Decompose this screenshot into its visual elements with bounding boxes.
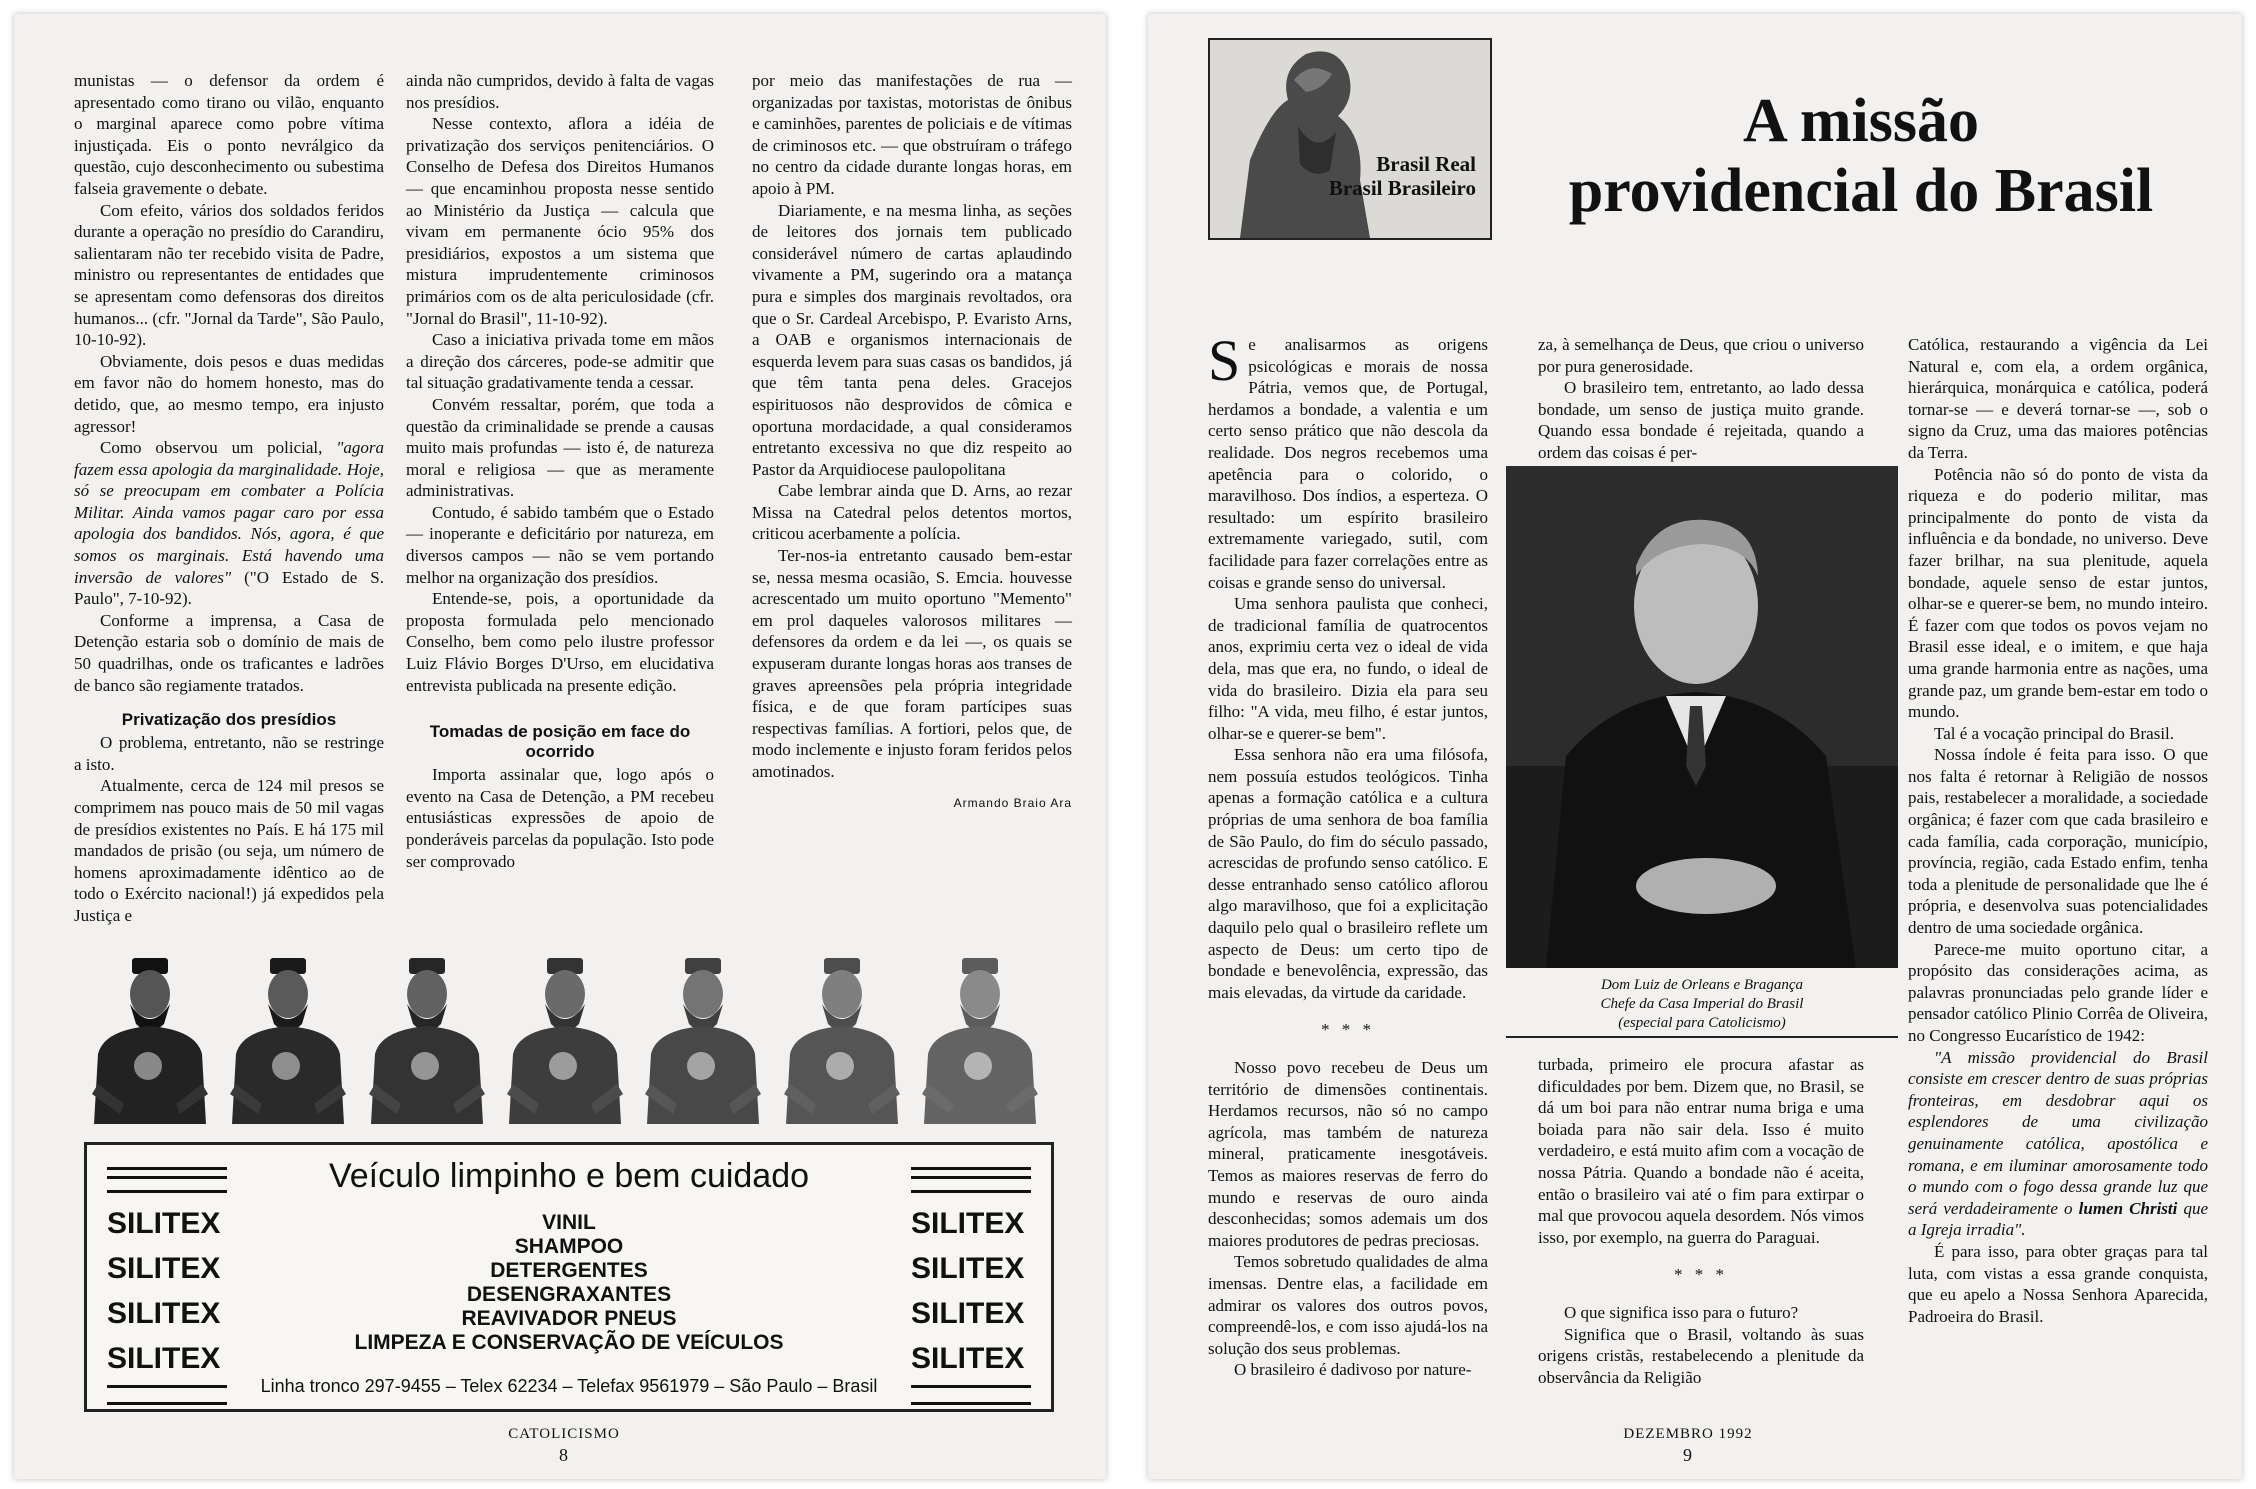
paragraph: O problema, entretanto, não se restringe a isto.: [74, 733, 384, 774]
paragraph: Atualmente, cerca de 124 mil presos se comprimem nas pouco mais de 50 mil vagas de presídios existentes no País. E há 175 mil mandados de prisão (ou seja, um número de homens aproximadamente idêntico ao de todo o Exército nacional!) já expedidos pela Justiça e: [74, 776, 384, 925]
section-label-line: Brasil Real: [1376, 152, 1476, 176]
paragraph: por meio das manifestações de rua — organizadas por taxistas, motoristas de ônibus e caminhões, parentes de policiais e de vítimas de criminosos etc. — que obstruíram o tráfego no centro da cidade durante longas horas, em apoio à PM.: [752, 71, 1072, 198]
section-label: [1329, 152, 1476, 200]
paragraph: Entende-se, pois, a oportunidade da proposta formulada pelo mencionado Conselho, bem como pelo ilustre professor Luiz Flávio Borges D'Urso, em elucidativa entrevista publicada na presente edição.: [406, 589, 714, 695]
police-quote: agora fazem essa apologia da marginalidade. Hoje, só se preocupam em combater a Polícia Militar. Ainda vamos pagar caro por essa apologia dos bandidos. Nós, agora, é que somos os marginais. Está havendo uma inversão de valores": [74, 438, 385, 587]
left-page: [14, 14, 1106, 1479]
product-item: DESENGRAXANTES: [466, 1283, 672, 1306]
paragraph: turbada, primeiro ele procura afastar as dificuldades por bem. Dizem que, no Brasil, se dá um boi para não entrar numa briga e uma boiada para não sair dela. Isso é muito verdadeiro, e está muito afim com a vocação de nossa Pátria. Quando a bondade não é aceita, então o brasileiro vai até o fim para extirpar o mal que provocou aquela desordem. Nós vimos isso, por exemplo, na guerra do Paraguai.: [1538, 1055, 1864, 1247]
article-title: [1508, 86, 2214, 226]
page-footer-left: [484, 1426, 644, 1466]
paragraph: munistas — o defensor da ordem é apresentado como tirano ou vilão, enquanto o marginal aparece como pobre vítima injustiçada. Eis o ponto nevrálgico da questão, cujo desconhecimento ou subestima falseia gravemente o debate.: [74, 71, 384, 198]
author-byline: Armando Braio Ara: [953, 795, 1072, 810]
paragraph: Diariamente, e na mesma linha, as seções de leitores dos jornais tem publicado considerável número de cartas aplaudindo vivamente a PM, sugerindo ora a matança pura e simples dos marginais revoltados, ora que o Sr. Cardeal Arcebispo, P. Evaristo Arns, a OAB e organismos internacionais de esquerda levem para suas casas os bandidos, já que têm tanta pena deles. Gracejos espirituosos não desprovidos de cômica e oportuna mordacidade, a qual consideramos entretanto excessiva no que diz respeito ao Pastor da Arquidiocese paulopolitana: [752, 200, 1072, 479]
ad-product-list: [277, 1211, 861, 1355]
brand-rule: [107, 1167, 227, 1193]
paragraph: Ter-nos-ia entretanto causado bem-estar se, nessa mesma ocasião, S. Emcia. houvesse acrescentado um muito oportuno "Memento" em prol daqueles valorosos militares — defensores da ordem e da lei —, os quais se expuseram durante longas horas aos transes de graves apreensões pela própria integridade física, e de que foram partícipes suas respectivas famílias. A fortiori, pelos que, de modo inclemente e injusto foram feridos pelos amotinados.: [752, 546, 1072, 781]
paragraph: Nossa índole é feita para isso. O que nos falta é retornar à Religião de nossos pais, restabelecer a moralidade, a sociedade orgânica; é fazer com que cada brasileiro e cada família, cada corporação, município, província, região, cada Estado enfim, tenha toda a plenitude de personalidade que lhe é própria, e desenvolva suas potencialidades dentro de uma sociedade orgânica.: [1908, 745, 2208, 938]
soldier-illustration: [499, 954, 629, 1124]
article-column-1: [74, 70, 384, 927]
paragraph: O que significa isso para o futuro?: [1564, 1302, 1799, 1322]
paragraph: É para isso, para obter graças para tal luta, com vistas a essa grande conquista, que eu apelo a Nossa Senhora Aparecida, Padroeira do Brasil.: [1908, 1241, 2208, 1326]
right-page: [1148, 14, 2242, 1479]
silitex-advertisement: [84, 1142, 1054, 1412]
product-item: SHAMPOO: [514, 1235, 624, 1258]
caption-rule: [1506, 1036, 1898, 1038]
paragraph: Temos sobretudo qualidades de alma imensas. Dentre elas, a facilidade em admirar os valores dos outros povos, compreendê-los, e com isso ajudá-los na solução dos seus problemas.: [1208, 1252, 1488, 1358]
paragraph: Significa que o Brasil, voltando às suas origens cristãs, restabelecendo a plenitude da observância da Religião: [1538, 1324, 1864, 1387]
paragraph: Contudo, é sabido também que o Estado — inoperante e deficitário por natureza, em diversos campos — não se vem portando melhor na organização dos presídios.: [406, 502, 714, 587]
product-item: VINIL: [542, 1211, 596, 1234]
ad-contact-line: Linha tronco 297-9455 – Telex 62234 – Telefax 9561979 – São Paulo – Brasil: [260, 1376, 878, 1396]
article-column-2-top: [1538, 334, 1864, 464]
paragraph: Importa assinalar que, logo após o evento na Casa de Detenção, a PM recebeu entusiásticas expressões de apoio de ponderáveis parcelas da população. Isto pode ser comprovado: [406, 765, 714, 871]
quotation: [1908, 1047, 2208, 1241]
brand-name: SILITEX: [911, 1297, 1025, 1330]
section-header-box: [1208, 38, 1492, 240]
caption-line: Dom Luiz de Orleans e Bragança: [1600, 977, 1804, 993]
statue-illustration: [1210, 40, 1490, 238]
brand-name: SILITEX: [911, 1342, 1025, 1375]
soldier-illustration: [637, 954, 767, 1124]
drop-cap: S: [1208, 328, 1241, 393]
paragraph: Conforme a imprensa, a Casa de Detenção estaria sob o domínio de mais de 50 quadrilhas, onde os traficantes e ladrões de banco são regiamente tratados.: [74, 610, 384, 695]
caption-line: Chefe da Casa Imperial do Brasil: [1600, 996, 1804, 1012]
paragraph: Convém ressaltar, porém, que toda a questão da criminalidade se prende a causas muito mais profundas — isto é, de natureza moral e religiosa — que as meramente administrativas.: [406, 394, 714, 501]
article-column-3: [1908, 334, 2208, 1327]
quote-end: que a Igreja irradia".: [1908, 1198, 2209, 1240]
paragraph: Uma senhora paulista que conheci, de tradicional família de quatrocentos anos, exprimiu certa vez o ideal de vida dela, mas que era, no fundo, o ideal de vida do brasileiro. Dizia ela para seu filho: "A vida, meu filho, é estar juntos, olhar-se e querer-se bem".: [1208, 594, 1488, 743]
brand-name: SILITEX: [107, 1297, 221, 1330]
paragraph: Tal é a vocação principal do Brasil.: [1934, 723, 2175, 743]
soldier-illustration: [776, 954, 906, 1124]
quote-text: "A missão providencial do Brasil consiste em crescer dentro de suas próprias fronteiras, em desdobrar aqui os esplendores de uma civilização genuinamente católica, apostólica e romana, e em iluminar amorosamente todo o mundo com o fogo dessa grande luz que será verdadeiramente o: [1908, 1047, 2208, 1218]
article-column-3: [752, 70, 1072, 814]
brand-name: SILITEX: [107, 1207, 221, 1240]
paragraph-text: e analisarmos as origens psicológicas e morais de nossa Pátria, vemos que, de Portugal, herdamos a bondade, a valentia e um certo senso prático que não descola da realidade. Dos negros recebemos uma apetência para o colorido, o maravilhoso. Dos índios, a esperteza. O resultado: um espírito brasileiro extremamente variegado, sutil, com facilidade para fazer correlações entre as coisas e grande senso do universal.: [1208, 335, 1488, 592]
brand-rule: [911, 1167, 1031, 1193]
paragraph: Como observou um policial, "agora fazem essa apologia da marginalidade. Hoje, só se preocupam em combater a Polícia Militar. Ainda vamos pagar caro por essa apologia dos bandidos. Nós, agora, é que somos os marginais. Está havendo uma inversão de valores" ("O Estado de S. Paulo", 7-10-92).: [74, 438, 385, 609]
paragraph: [1208, 328, 1488, 593]
section-separator: * * *: [1321, 1020, 1375, 1040]
paragraph: O brasileiro é dadivoso por nature-: [1234, 1360, 1472, 1380]
portrait-photo: [1506, 466, 1898, 968]
page-number: 8: [559, 1445, 569, 1465]
quote-bold: lumen Christi: [2078, 1198, 2178, 1218]
brand-name: SILITEX: [107, 1342, 221, 1375]
section-separator: * * *: [1674, 1265, 1728, 1285]
photo-caption: [1506, 976, 1898, 1033]
paragraph: ainda não cumpridos, devido à falta de vagas nos presídios.: [406, 71, 714, 112]
soldier-illustration: [361, 954, 491, 1124]
product-item: LIMPEZA E CONSERVAÇÃO DE VEÍCULOS: [354, 1331, 784, 1354]
ad-headline: Veículo limpinho e bem cuidado: [328, 1157, 810, 1195]
section-heading: Tomadas de posição em face do ocorrido: [429, 722, 691, 762]
issue-date: DEZEMBRO 1992: [1623, 1426, 1753, 1442]
paragraph: Católica, restaurando a vigência da Lei Natural e, com ela, a ordem orgânica, hierárquica, monárquica e católica, poderá tornar-se — e deverá tornar-se —, sob o signo da Cruz, uma das maiores potências da Terra.: [1908, 335, 2208, 462]
article-column-2-bottom: [1538, 1054, 1864, 1388]
soldier-illustration-row: [84, 954, 1044, 1124]
paragraph: za, à semelhança de Deus, que criou o universo por pura generosidade.: [1538, 335, 1864, 376]
paragraph: Potência não só do ponto de vista da riqueza e do poderio militar, mas principalmente do ponto de vista da influência e da bondade, no universo. Deve fazer brilhar, na sua plenitude, aquela bondade, aquele senso de estar juntos, olhar-se e querer-se bem, no mundo inteiro. É fazer com que todos os povos vejam no Brasil esse ideal, e o imitem, e que haja uma grande harmonia entre as nações, uma grande paz, um grande bem-estar em todo o mundo.: [1908, 464, 2208, 722]
paragraph: Essa senhora não era uma filósofa, nem possuía estudos teológicos. Tinha apenas a formação católica e a cultura próprias de uma senhora de boa família de São Paulo, do fim do século passado, acrescidas de profundo senso católico. E desse entranhado senso católico aflorou algo maravilhoso, que foi a explicitação daquilo pelo qual o brasileiro reflete um aspecto de Deus: um certo tipo de bondade e benevolência, expressão, das mais elevadas, da virtude da caridade.: [1208, 745, 1488, 1002]
paragraph: Parece-me muito oportuno citar, a propósito das considerações acima, as palavras pronunciadas pelo grande líder e pensador católico Plinio Corrêa de Oliveira, no Congresso Eucarístico de 1942:: [1908, 939, 2208, 1045]
paragraph: Nesse contexto, aflora a idéia de privatização dos serviços penitenciários. O Conselho de Defesa dos Direitos Humanos — que encaminhou proposta nesse sentido ao Ministério da Justiça — calcula que vivam em permanente ócio 95% dos presidiários, expostos a um sistema que mistura imprudentemente criminosos primários com os de alta periculosidade (cfr. "Jornal do Brasil", 11-10-92).: [406, 114, 714, 328]
brand-name: SILITEX: [107, 1252, 221, 1285]
section-heading: Privatização dos presídios: [121, 710, 337, 730]
soldier-illustration: [914, 954, 1044, 1124]
brand-name: SILITEX: [911, 1252, 1025, 1285]
soldier-illustration: [84, 954, 214, 1124]
section-label-line: Brasil Brasileiro: [1328, 176, 1476, 200]
paragraph: O brasileiro tem, entretanto, ao lado dessa bondade, um senso de justiça muito grande. Quando essa bondade é rejeitada, quando a ordem das coisas é per-: [1538, 378, 1864, 462]
title-line: A missão: [1743, 87, 1979, 155]
paragraph: Nosso povo recebeu de Deus um território de dimensões continentais. Herdamos recursos, não só no campo agrícola, mas também de natureza mineral, praticamente inesgotáveis. Temos as maiores reservas de ferro do mundo e reservas de ouro ainda desconhecidas; somos ademais um dos maiores produtores de pedras preciosas.: [1208, 1058, 1488, 1250]
title-line: providencial do Brasil: [1568, 157, 2154, 225]
brand-name: SILITEX: [911, 1207, 1025, 1240]
product-item: REAVIVADOR PNEUS: [461, 1307, 677, 1330]
paragraph: Cabe lembrar ainda que D. Arns, ao rezar Missa na Catedral pelos detentos mortos, criticou acerbamente a polícia.: [752, 481, 1072, 544]
paragraph: Com efeito, vários dos soldados feridos durante a operação no presídio do Carandiru, salientaram não ter recebido visita de Padre, ministro ou representantes de entidades que se apresentam como defensoras dos direitos humanos... (cfr. "Jornal da Tarde", São Paulo, 10-10-92).: [74, 200, 384, 350]
magazine-name: CATOLICISMO: [508, 1426, 620, 1442]
caption-line: (especial para Catolicismo): [1618, 1015, 1786, 1031]
product-item: DETERGENTES: [490, 1259, 648, 1282]
brand-column-right: [911, 1167, 1031, 1405]
page-footer-right: [1588, 1426, 1788, 1466]
paragraph-lead: Como observou um policial,: [100, 438, 323, 458]
page-number: 9: [1683, 1445, 1693, 1465]
article-column-2: [406, 70, 714, 872]
article-column-1: [1208, 328, 1488, 1381]
soldier-illustration: [222, 954, 352, 1124]
quote-source: ("O Estado de S. Paulo", 7-10-92).: [74, 567, 384, 609]
paragraph: Caso a iniciativa privada tome em mãos a direção dos cárceres, pode-se admitir que tal situação gradativamente tenda a cessar.: [406, 330, 714, 393]
paragraph: Obviamente, dois pesos e duas medidas em favor não do homem honesto, mas do detido, que, ao mesmo tempo, era injusto agressor!: [74, 351, 384, 436]
brand-column-left: [107, 1167, 227, 1405]
